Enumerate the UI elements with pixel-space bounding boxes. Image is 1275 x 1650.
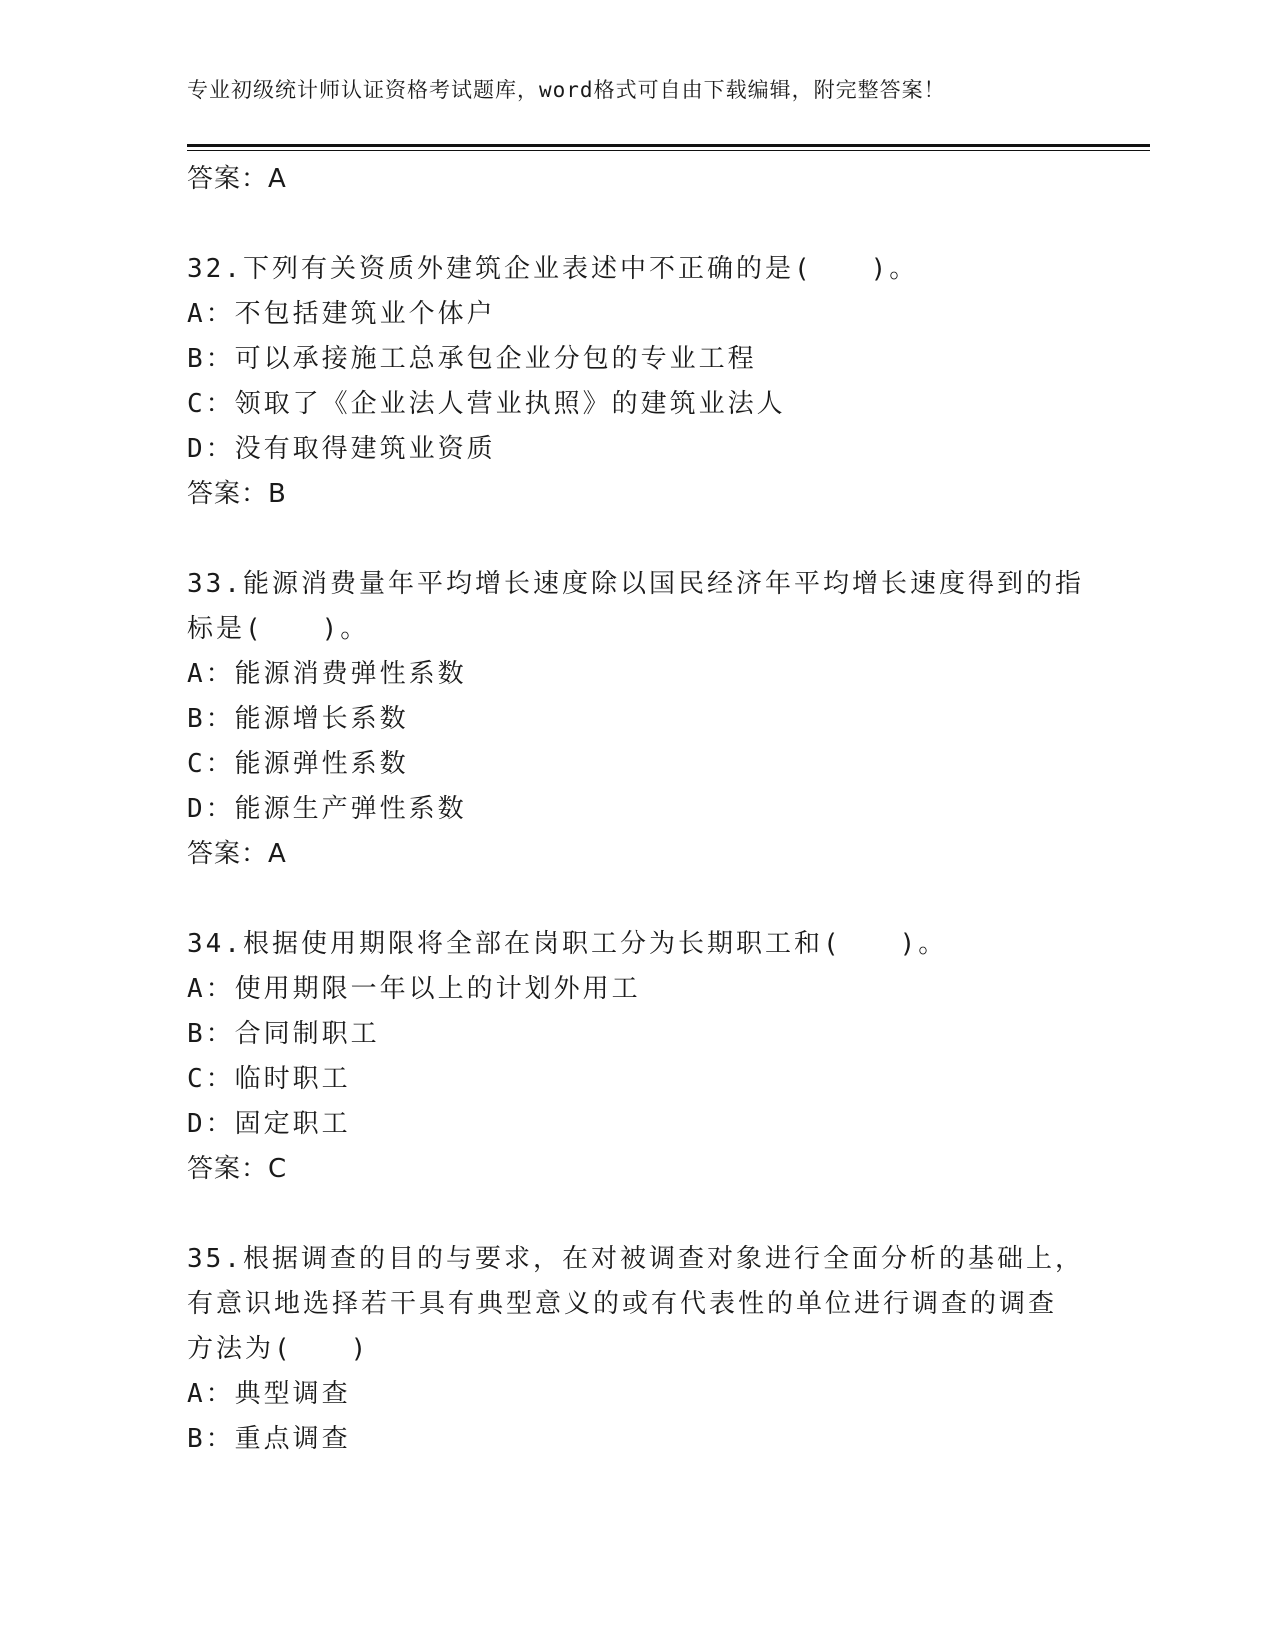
option-d: D：固定职工 [187, 1109, 351, 1139]
option-a: A：典型调查 [187, 1379, 351, 1409]
option-c: C：临时职工 [187, 1064, 351, 1094]
question-block [187, 1237, 1084, 1462]
question-block [187, 247, 1067, 517]
option-b: B：重点调查 [187, 1424, 351, 1454]
option-c: C：领取了《企业法人营业执照》的建筑业法人 [187, 389, 786, 419]
option-b: B：合同制职工 [187, 1019, 380, 1049]
header-rule-thick [187, 144, 1150, 147]
answer-line: 答案：A [187, 839, 287, 869]
document-body [187, 157, 1084, 1462]
answer-line: 答案：A [187, 164, 287, 194]
option-a: A：能源消费弹性系数 [187, 659, 467, 689]
option-b: B：可以承接施工总承包企业分包的专业工程 [187, 344, 757, 374]
option-c: C：能源弹性系数 [187, 749, 409, 779]
question-stem: 33.能源消费量年平均增长速度除以国民经济年平均增长速度得到的指 [187, 569, 1084, 599]
question-stem: 35.根据调查的目的与要求，在对被调查对象进行全面分析的基础上， [187, 1244, 1084, 1274]
option-b: B：能源增长系数 [187, 704, 409, 734]
question-block [187, 922, 1067, 1192]
answer-line: 答案：B [187, 479, 287, 509]
answer-line: 答案：C [187, 1154, 288, 1184]
option-d: D：没有取得建筑业资质 [187, 434, 496, 464]
spacer [187, 517, 1067, 562]
header-rule-thin [187, 150, 1150, 151]
question-stem-continued: 标是( )。 [187, 614, 370, 644]
question-block [187, 562, 1084, 877]
question-stem-continued: 方法为( ) [187, 1334, 370, 1364]
spacer [187, 202, 1067, 247]
question-stem: 34.根据使用期限将全部在岗职工分为长期职工和( )。 [187, 929, 948, 959]
option-a: A：使用期限一年以上的计划外用工 [187, 974, 641, 1004]
option-d: D：能源生产弹性系数 [187, 794, 467, 824]
question-stem: 32.下列有关资质外建筑企业表述中不正确的是( )。 [187, 254, 919, 284]
spacer [187, 877, 1067, 922]
question-stem-continued: 有意识地选择若干具有典型意义的或有代表性的单位进行调查的调查 [187, 1289, 1058, 1319]
spacer [187, 1192, 1067, 1237]
page-header: 专业初级统计师认证资格考试题库，word格式可自由下载编辑，附完整答案！ [187, 78, 946, 102]
option-a: A：不包括建筑业个体户 [187, 299, 496, 329]
